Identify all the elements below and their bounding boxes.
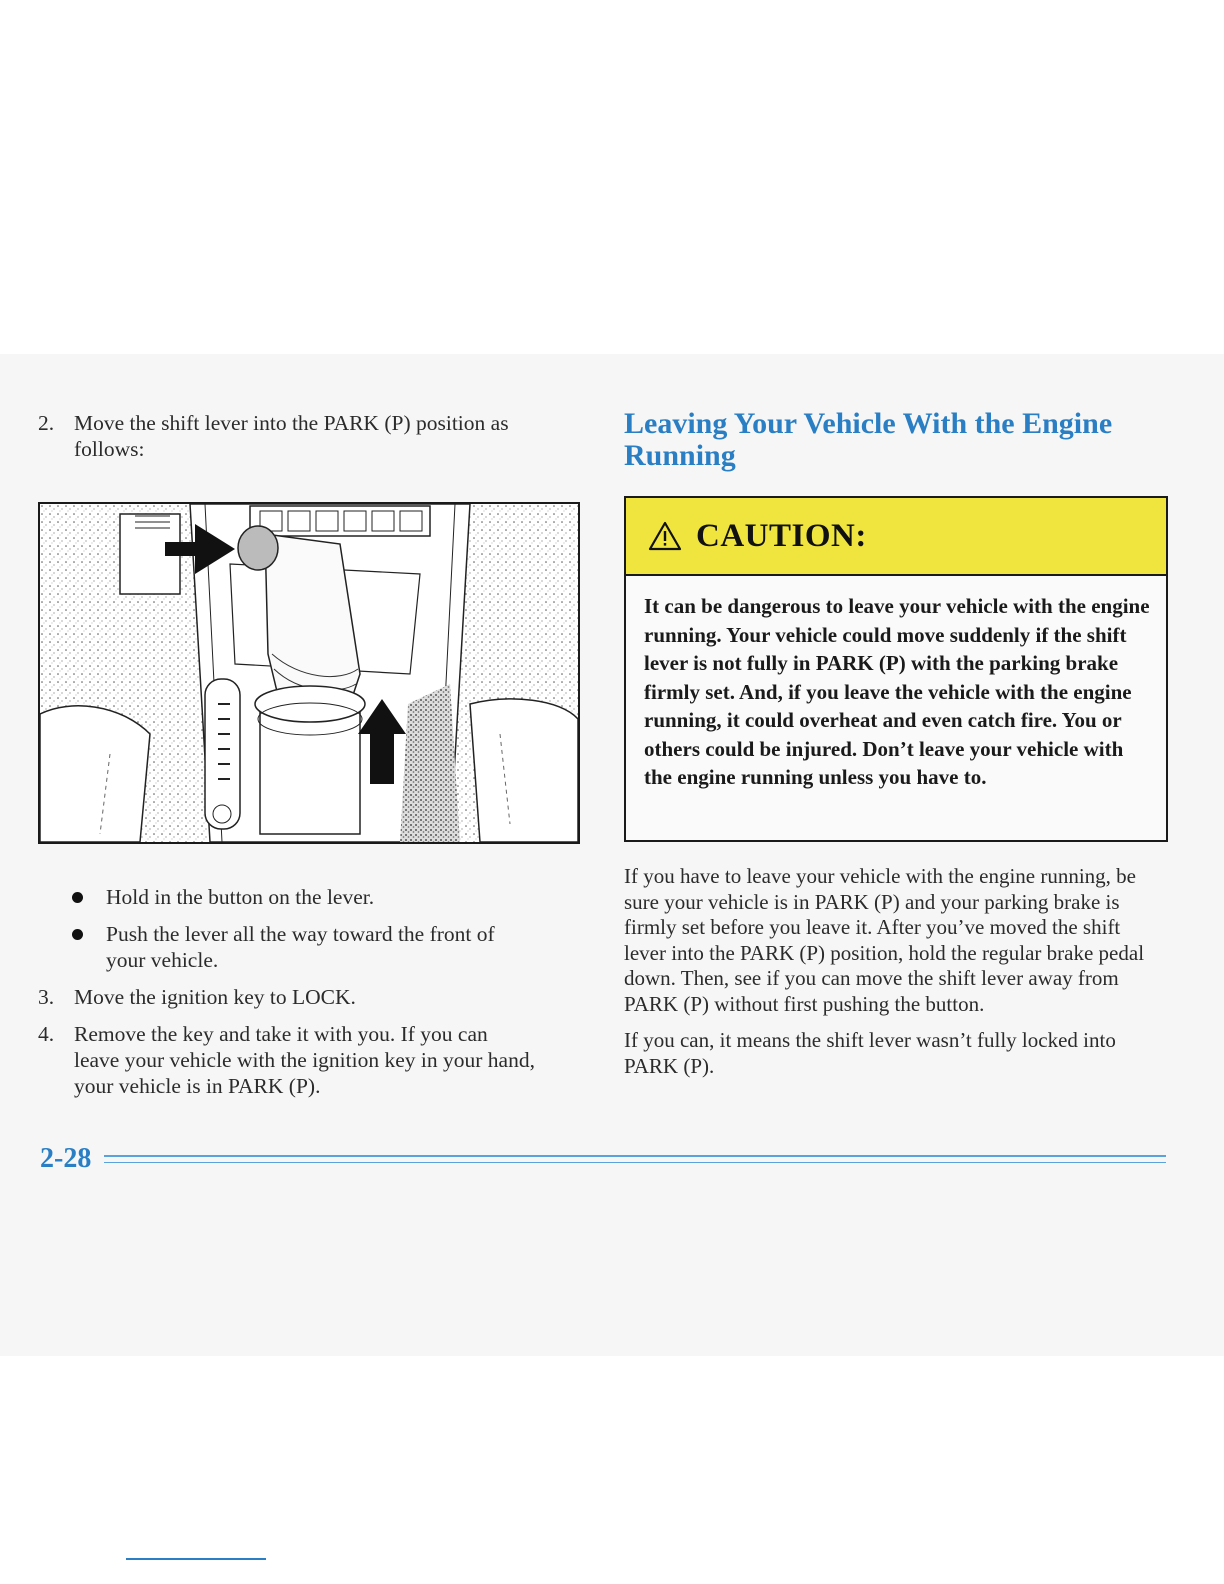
- footer-rule: [104, 1162, 1166, 1163]
- right-column-lower: [624, 864, 1154, 1079]
- warning-triangle-icon: [648, 521, 682, 551]
- step-2: [38, 410, 538, 462]
- bullet-dot-icon: [72, 892, 83, 903]
- right-column: [624, 408, 1174, 472]
- footer-rule: [104, 1155, 1166, 1157]
- section-heading: Leaving Your Vehicle With the Engine Running: [624, 407, 1113, 472]
- step-number: 4.: [38, 1022, 55, 1046]
- bullet-text: Push the lever all the way toward the front of your vehicle.: [106, 922, 495, 972]
- step-text: Remove the key and take it with you. If you can leave your vehicle with the ignition key in your hand, your vehicle is in PARK (P).: [74, 1022, 535, 1098]
- step-4: [38, 1021, 538, 1099]
- caution-box: [624, 496, 1168, 842]
- shift-lever-illustration: [38, 502, 580, 844]
- paragraph: If you can, it means the shift lever wasn’t fully locked into PARK (P).: [624, 1028, 1116, 1078]
- page-number: 2-28: [40, 1143, 92, 1174]
- step-text: Move the shift lever into the PARK (P) position as follows:: [74, 411, 509, 461]
- step-text: Move the ignition key to LOCK.: [74, 985, 356, 1009]
- bullet-text: Hold in the button on the lever.: [106, 885, 375, 909]
- caution-title: CAUTION:: [696, 517, 867, 554]
- console-drawing: [40, 504, 578, 842]
- left-column-lower: [38, 884, 538, 1099]
- bottom-rule: [126, 1558, 266, 1560]
- bullet-item: [38, 921, 538, 973]
- bullet-dot-icon: [72, 929, 83, 940]
- step-number: 3.: [38, 985, 55, 1009]
- left-column: [38, 410, 538, 462]
- caution-text: It can be dangerous to leave your vehicle with the engine running. Your vehicle could move suddenly if the shift lever is not fully in PARK (P) with the parking brake firmly set. And, if you leave the vehicle with the engine running, it could overheat and even catch fire. You or others could be injured. Don’t leave your vehicle with the engine running unless you have to.: [644, 594, 1150, 789]
- caution-header: [626, 498, 1166, 576]
- paragraph: If you have to leave your vehicle with the engine running, be sure your vehicle is in PARK (P) and your parking brake is firmly set before you leave it. After you’ve moved the shift lever into the PARK (P) position, hold the regular brake pedal down. Then, see if you can move the shift lever away from PARK (P) without first pushing the button.: [624, 864, 1145, 1016]
- bullet-item: [38, 884, 538, 910]
- step-3: [38, 984, 538, 1010]
- step-number: 2.: [38, 411, 55, 435]
